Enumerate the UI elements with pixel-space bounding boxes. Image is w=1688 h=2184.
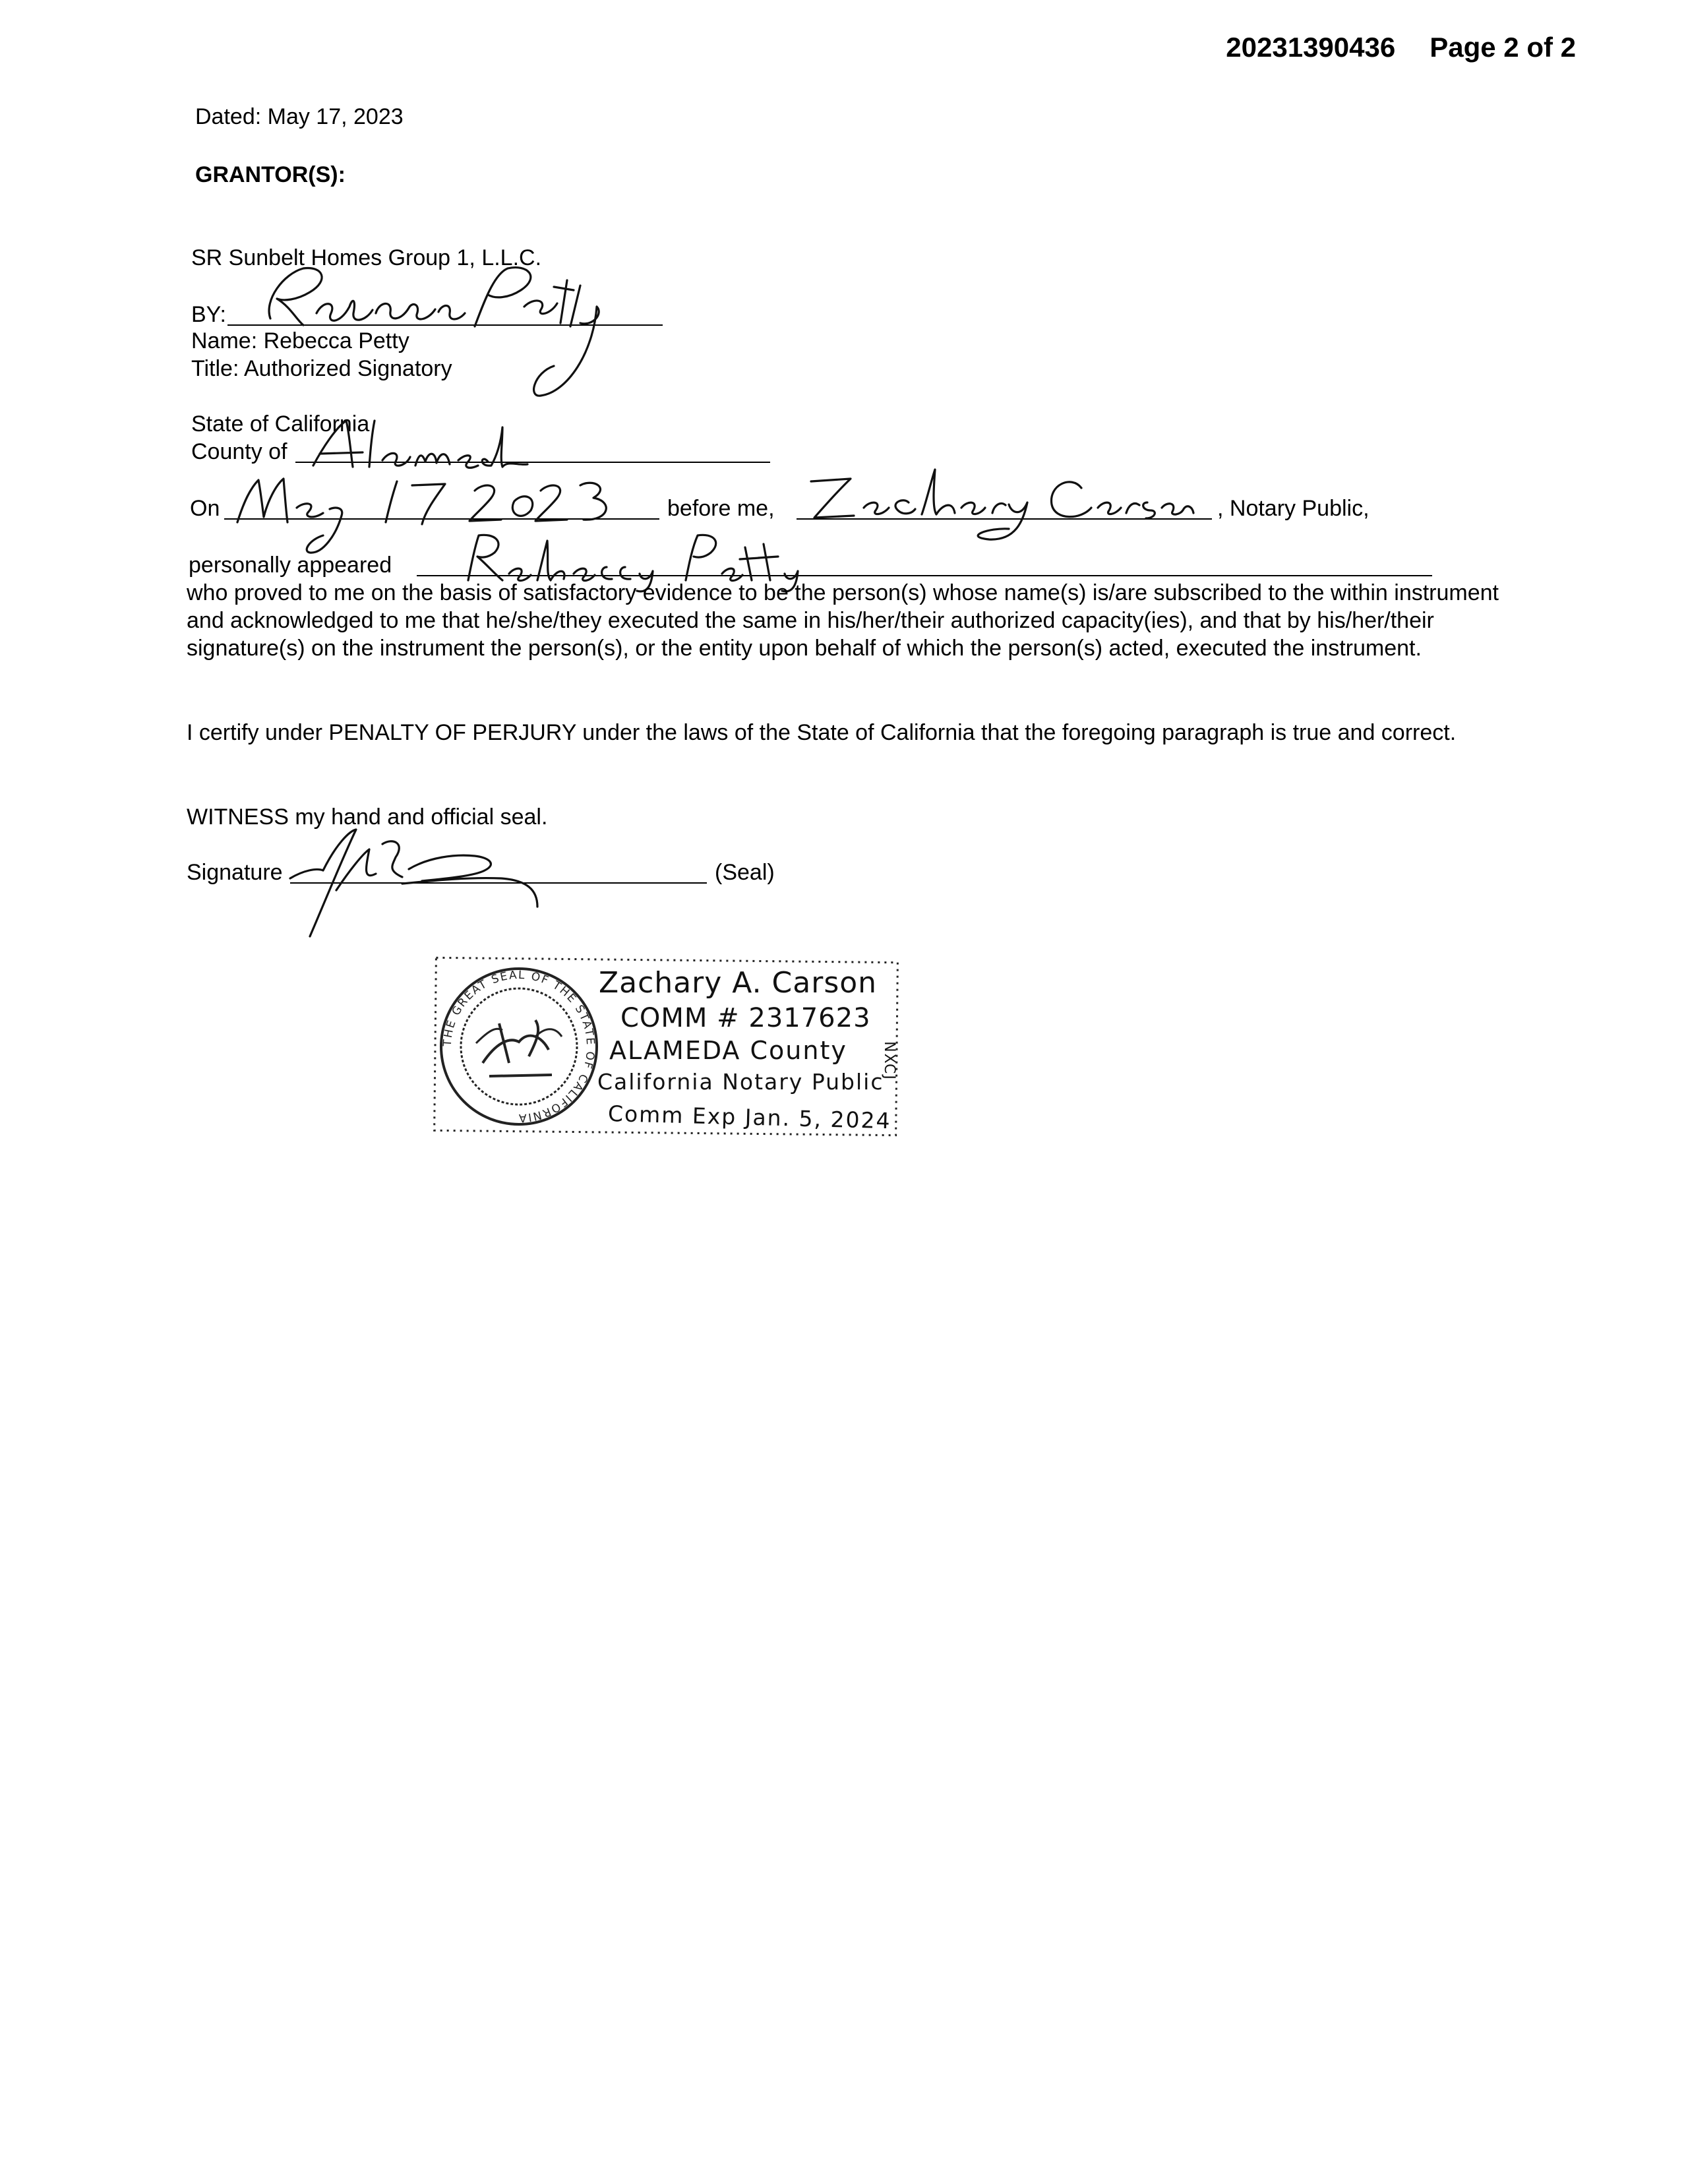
page-header bbox=[1226, 32, 1576, 63]
seal-ring-text: THE GREAT SEAL OF THE STATE OF CALIFORNIA bbox=[440, 968, 597, 1125]
appeared-handwriting bbox=[455, 528, 824, 587]
before-me-label: before me, bbox=[667, 496, 775, 521]
notary-public-label: , Notary Public, bbox=[1217, 496, 1370, 521]
page-indicator: Page 2 of 2 bbox=[1430, 32, 1576, 63]
notary-signature bbox=[277, 818, 567, 950]
state-line: State of California bbox=[191, 411, 370, 437]
stamp-side-mark: NXCJ bbox=[880, 1041, 897, 1081]
grantor-entity: SR Sunbelt Homes Group 1, L.L.C. bbox=[191, 245, 542, 270]
on-label: On bbox=[190, 496, 220, 521]
grantor-name: Name: Rebecca Petty bbox=[191, 328, 409, 353]
perjury-certification: I certify under PENALTY OF PERJURY under the laws of the State of California that the foregoing paragraph is true and correct. bbox=[187, 720, 1457, 745]
stamp-expiration: Comm Exp Jan. 5, 2024 bbox=[607, 1101, 892, 1134]
stamp-name: Zachary A. Carson bbox=[599, 966, 878, 1000]
notary-name-handwriting bbox=[791, 455, 1200, 547]
seal-label: (Seal) bbox=[715, 860, 775, 885]
acknowledgment-paragraph: who proved to me on the basis of satisfactory evidence to be the person(s) whose name(s) is/are subscribed to the within instrument and acknowledged to me that he/she/they executed the same in his/her/their authorized capacity(ies), and that by his/her/their signature(s) on the instrument the person(s), or the entity upon behalf of which the person(s) acted, executed the instrument. bbox=[187, 580, 1499, 661]
dated-line: Dated: May 17, 2023 bbox=[195, 104, 404, 129]
by-label: BY: bbox=[191, 302, 226, 327]
county-label: County of bbox=[191, 439, 287, 464]
stamp-title: California Notary Public bbox=[597, 1069, 884, 1095]
witness-line: WITNESS my hand and official seal. bbox=[187, 804, 548, 830]
stamp-county: ALAMEDA County bbox=[609, 1036, 847, 1065]
grantor-signature bbox=[224, 260, 620, 409]
state-seal-icon bbox=[437, 964, 601, 1129]
notary-stamp bbox=[433, 955, 901, 1143]
signature-label: Signature bbox=[187, 860, 283, 885]
document-number: 20231390436 bbox=[1226, 32, 1396, 63]
appeared-label: personally appeared bbox=[189, 553, 392, 578]
stamp-commission: COMM # 2317623 bbox=[620, 1003, 871, 1033]
grantor-title: Title: Authorized Signatory bbox=[191, 356, 452, 381]
grantor-heading: GRANTOR(S): bbox=[195, 162, 346, 187]
